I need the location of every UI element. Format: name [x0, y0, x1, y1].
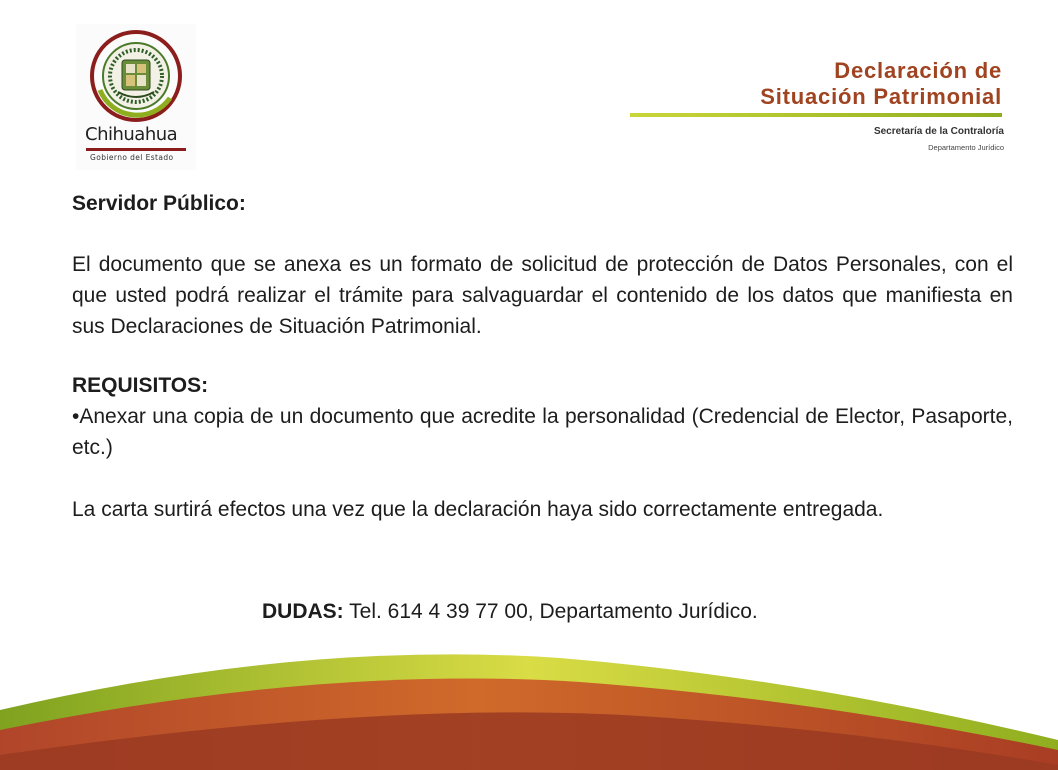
title-line-1: Declaración de — [834, 58, 1002, 83]
requisitos-heading: REQUISITOS: — [72, 374, 209, 397]
document-title — [760, 58, 1002, 110]
intro-paragraph: El documento que se anexa es un formato de solicitud de protección de Datos Personales, con el que usted podrá realizar el trámite para salvaguardar el contenido de los datos que manifiesta en sus Declaraciones de Situación Patrimonial. — [72, 253, 1013, 338]
government-logo — [76, 24, 196, 170]
secretaria-label: Secretaría de la Contraloría — [873, 126, 1004, 137]
footer-swoosh — [0, 620, 1058, 770]
logo-name: Chihuahua — [85, 124, 178, 145]
greeting: Servidor Público: — [72, 192, 246, 215]
logo-divider — [86, 148, 186, 151]
title-underline — [630, 113, 1002, 117]
logo-subtitle: Gobierno del Estado — [90, 153, 174, 162]
departamento-label: Departamento Jurídico — [928, 143, 1004, 152]
document-body — [72, 188, 1013, 525]
state-seal-icon — [90, 30, 182, 122]
title-line-2: Situación Patrimonial — [760, 84, 1002, 109]
dudas-label: DUDAS: — [262, 600, 344, 623]
dudas-text: Tel. 614 4 39 77 00, Departamento Jurídico. — [349, 600, 758, 623]
closing-paragraph: La carta surtirá efectos una vez que la declaración haya sido correctamente entregada. — [72, 498, 884, 521]
requisito-item: •Anexar una copia de un documento que acredite la personalidad (Credencial de Elector, Pasaporte, etc.) — [72, 405, 1013, 459]
